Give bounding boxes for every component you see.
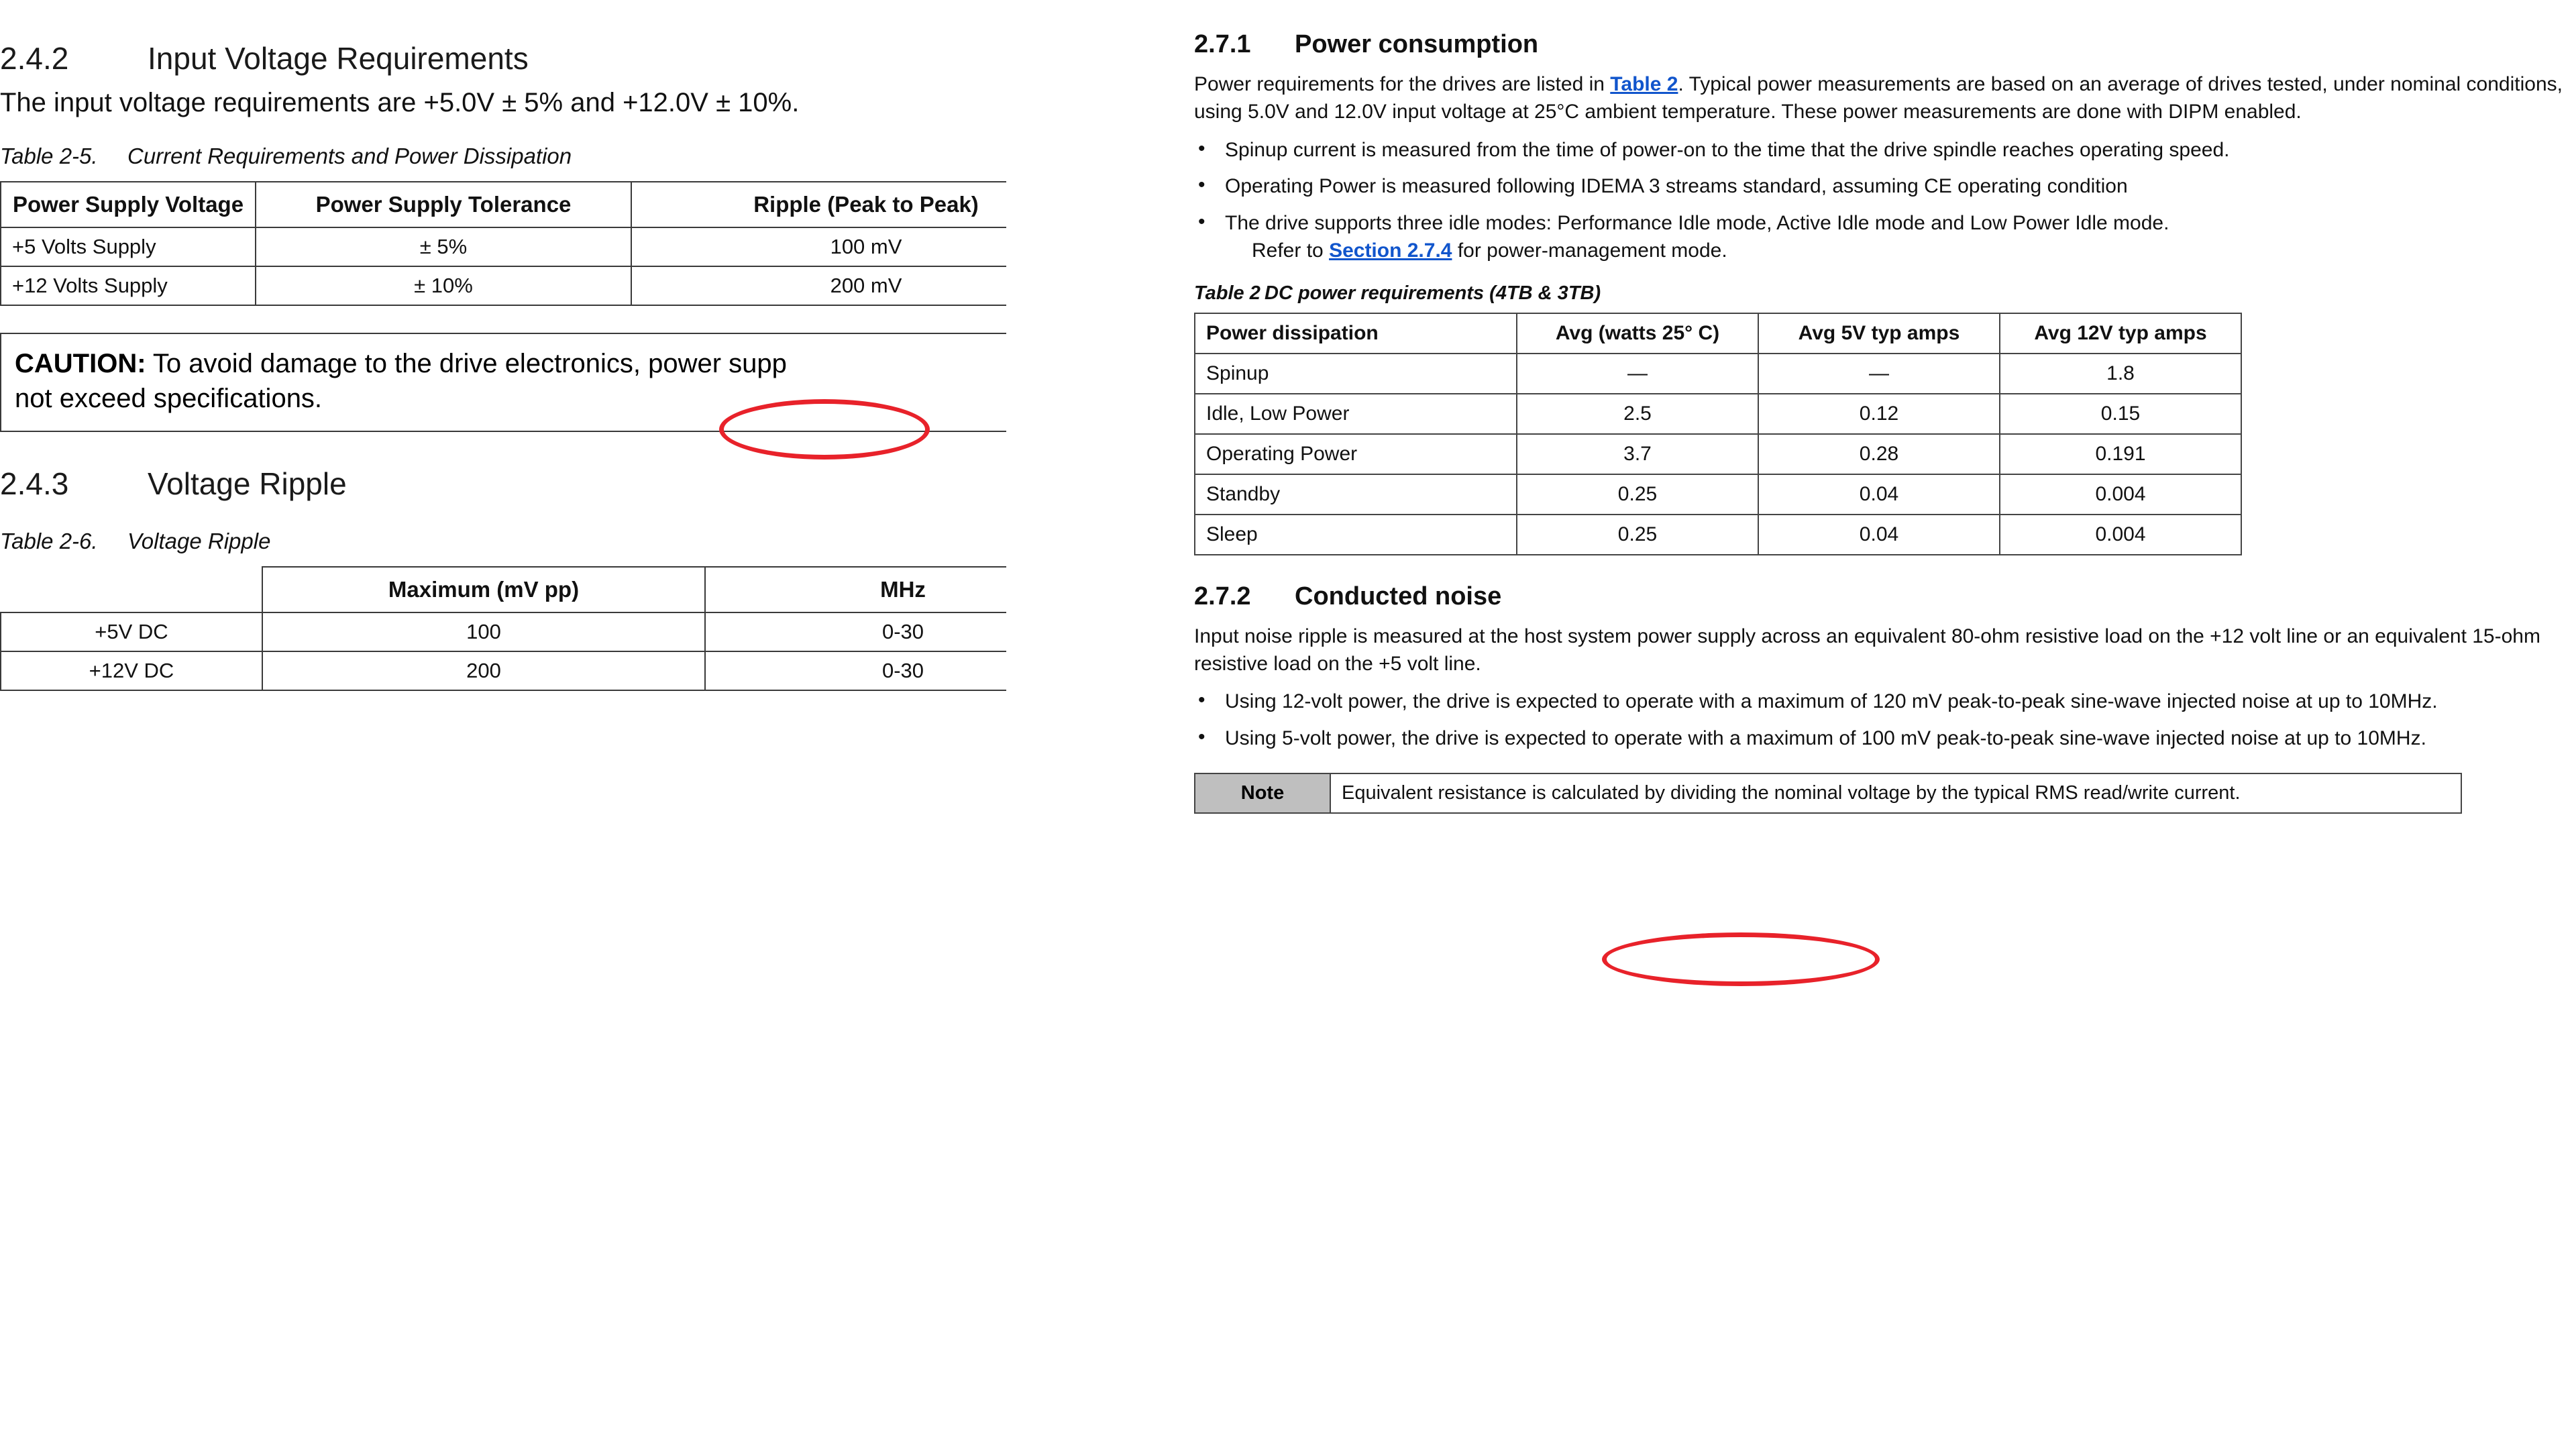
- table-2-5-caption: [0, 144, 1006, 169]
- section-2-4-2-body: The input voltage requirements are +5.0V ± 5% and +12.0V ± 10%.: [0, 88, 800, 117]
- table-2-r0c0: Spinup: [1195, 354, 1517, 394]
- table-2-5-header-1: Power Supply Tolerance: [256, 182, 631, 227]
- list-item: [1194, 210, 2576, 265]
- section-number: 2.4.2: [0, 41, 69, 76]
- section-2-7-1-bullets: [1194, 137, 2576, 265]
- table-2-r3c3: 0.004: [2000, 474, 2241, 515]
- table-2-6-caption-label: Table 2-6.: [0, 529, 98, 553]
- table-row: [1195, 515, 2241, 555]
- table-2-header-2: Avg 5V typ amps: [1758, 313, 2000, 354]
- section-heading-2-7-1: [1194, 30, 2576, 59]
- note-text: Equivalent resistance is calculated by dividing the nominal voltage by the typical RMS read/write current.: [1342, 782, 2241, 804]
- table-2-r2c0: Operating Power: [1195, 434, 1517, 474]
- table-header-row: [1195, 313, 2241, 354]
- table-2-header-0: Power dissipation: [1195, 313, 1517, 354]
- table-2-6-r0c0: +5V DC: [1, 612, 262, 651]
- table-row: [1, 227, 1006, 266]
- list-item: • Using 5-volt power, the drive is expected to operate with a maximum of 100 mV peak-to-peak sine-wave injected noise at up to 10MHz.: [1194, 725, 2576, 753]
- table-2-header-1: Avg (watts 25° C): [1517, 313, 1758, 354]
- table-2: [1194, 313, 2242, 555]
- note-label: Note: [1195, 774, 1331, 812]
- table-row: [1, 612, 1006, 651]
- table-2-5-r0c0: +5 Volts Supply: [1, 227, 256, 266]
- bullet-3-text: The drive supports three idle modes: Performance Idle mode, Active Idle mode and Low Power Idle mode.: [1225, 212, 2169, 235]
- table-2-r4c0: Sleep: [1195, 515, 1517, 555]
- list-item: • Spinup current is measured from the time of power-on to the time that the drive spindle reaches operating speed.: [1194, 137, 2576, 164]
- caution-text: To avoid damage to the drive electronics, power supp: [146, 349, 787, 378]
- table-2-r3c2: 0.04: [1758, 474, 2000, 515]
- table-2-6-caption: [0, 529, 1006, 554]
- table-2-5-r1c0: +12 Volts Supply: [1, 266, 256, 305]
- table-2-r4c3: 0.004: [2000, 515, 2241, 555]
- table-2-caption-text: DC power requirements (4TB & 3TB): [1265, 282, 1601, 304]
- table-row: [1195, 474, 2241, 515]
- table-2-r3c0: Standby: [1195, 474, 1517, 515]
- table-row: [1195, 354, 2241, 394]
- paragraph-part-b: . Typical power measurements are based on an average of drives tested, under nominal conditions, using 5.0V and 12.0V input voltage at 25°C ambient temperature. These power measurements are done with DIPM enabled.: [1194, 73, 2563, 123]
- table-2-r3c1: 0.25: [1517, 474, 1758, 515]
- list-item: • Operating Power is measured following IDEMA 3 streams standard, assuming CE operating condition: [1194, 173, 2576, 201]
- table-2-5-r0c1: ± 5%: [256, 227, 631, 266]
- table-2-5-r1c2: 200 mV: [631, 266, 1006, 305]
- table-row: [1, 651, 1006, 690]
- table-header-row: [1, 182, 1006, 227]
- table-2-5-r0c2: 100 mV: [631, 227, 1006, 266]
- link-table-2[interactable]: Table 2: [1610, 73, 1678, 95]
- table-2-5-wrapper: [0, 181, 1006, 306]
- table-2-r2c3: 0.191: [2000, 434, 2241, 474]
- table-2-r0c1: —: [1517, 354, 1758, 394]
- table-2-6-r0c2: 0-30: [705, 612, 1006, 651]
- caution-wrapper: [0, 333, 1006, 432]
- table-2-5-header-2: Ripple (Peak to Peak): [631, 182, 1006, 227]
- table-2-r0c3: 1.8: [2000, 354, 2241, 394]
- table-2-6-r1c2: 0-30: [705, 651, 1006, 690]
- section-2-7-2-bullets: [1194, 688, 2576, 753]
- table-2-5-caption-label: Table 2-5.: [0, 144, 98, 168]
- section-heading-2-4-2: [0, 40, 1006, 76]
- paragraph-part-a: Power requirements for the drives are listed in: [1194, 73, 1611, 95]
- caution-text-line2: not exceed specifications.: [15, 384, 323, 413]
- table-2-5-caption-text: Current Requirements and Power Dissipation: [127, 144, 572, 168]
- table-2-5-r1c1: ± 10%: [256, 266, 631, 305]
- section-title: Power consumption: [1295, 30, 1539, 58]
- table-2-5: [0, 181, 1006, 306]
- section-title: Voltage Ripple: [148, 466, 347, 501]
- table-2-r1c3: 0.15: [2000, 394, 2241, 434]
- section-heading-2-4-3: [0, 466, 1006, 502]
- table-2-5-header-0: Power Supply Voltage: [1, 182, 256, 227]
- table-row: [1195, 434, 2241, 474]
- table-2-r1c1: 2.5: [1517, 394, 1758, 434]
- section-number: 2.4.3: [0, 466, 69, 501]
- note-bar: [1194, 773, 2462, 814]
- bullet-3-refer: Refer to: [1252, 239, 1330, 262]
- section-2-7-1-paragraph: [1194, 71, 2576, 126]
- table-2-header-3: Avg 12V typ amps: [2000, 313, 2241, 354]
- table-2-r2c1: 3.7: [1517, 434, 1758, 474]
- table-2-6-header-0: [1, 567, 262, 612]
- table-2-r1c0: Idle, Low Power: [1195, 394, 1517, 434]
- table-2-r1c2: 0.12: [1758, 394, 2000, 434]
- left-document-column: [0, 0, 1006, 1449]
- bullet-3-tail: for power-management mode.: [1452, 239, 1727, 262]
- table-row: [1, 266, 1006, 305]
- table-row: [1195, 394, 2241, 434]
- section-number: 2.7.1: [1194, 30, 1251, 58]
- link-section-2-7-4[interactable]: Section 2.7.4: [1329, 239, 1452, 262]
- section-2-7-2-paragraph: Input noise ripple is measured at the host system power supply across an equivalent 80-ohm resistive load on the +12 volt line or an equivalent 15-ohm resistive load on the +5 volt line.: [1194, 625, 2540, 675]
- table-2-r0c2: —: [1758, 354, 2000, 394]
- table-2-r2c2: 0.28: [1758, 434, 2000, 474]
- table-2-6-wrapper: [0, 566, 1006, 691]
- list-item: • Using 12-volt power, the drive is expected to operate with a maximum of 120 mV peak-to-peak sine-wave injected noise at up to 10MHz.: [1194, 688, 2576, 716]
- table-2-6-caption-text: Voltage Ripple: [127, 529, 271, 553]
- table-2-6-r1c1: 200: [262, 651, 705, 690]
- table-2-caption: [1194, 282, 2576, 305]
- section-number: 2.7.2: [1194, 582, 1251, 610]
- caution-label: CAUTION:: [15, 349, 146, 378]
- table-header-row: [1, 567, 1006, 612]
- bullet-3-refer-line: [1225, 237, 2576, 265]
- table-2-r4c2: 0.04: [1758, 515, 2000, 555]
- table-2-6-header-2: MHz: [705, 567, 1006, 612]
- table-2-6-r1c0: +12V DC: [1, 651, 262, 690]
- caution-box: [0, 333, 1006, 432]
- table-2-6-r0c1: 100: [262, 612, 705, 651]
- section-title: Conducted noise: [1295, 582, 1502, 610]
- table-2-r4c1: 0.25: [1517, 515, 1758, 555]
- table-2-caption-label: Table 2: [1194, 282, 1260, 304]
- section-title: Input Voltage Requirements: [148, 41, 529, 76]
- section-heading-2-7-2: [1194, 582, 2576, 611]
- right-document-column: [1194, 0, 2576, 1449]
- table-2-6-header-1: Maximum (mV pp): [262, 567, 705, 612]
- table-2-6: [0, 566, 1006, 691]
